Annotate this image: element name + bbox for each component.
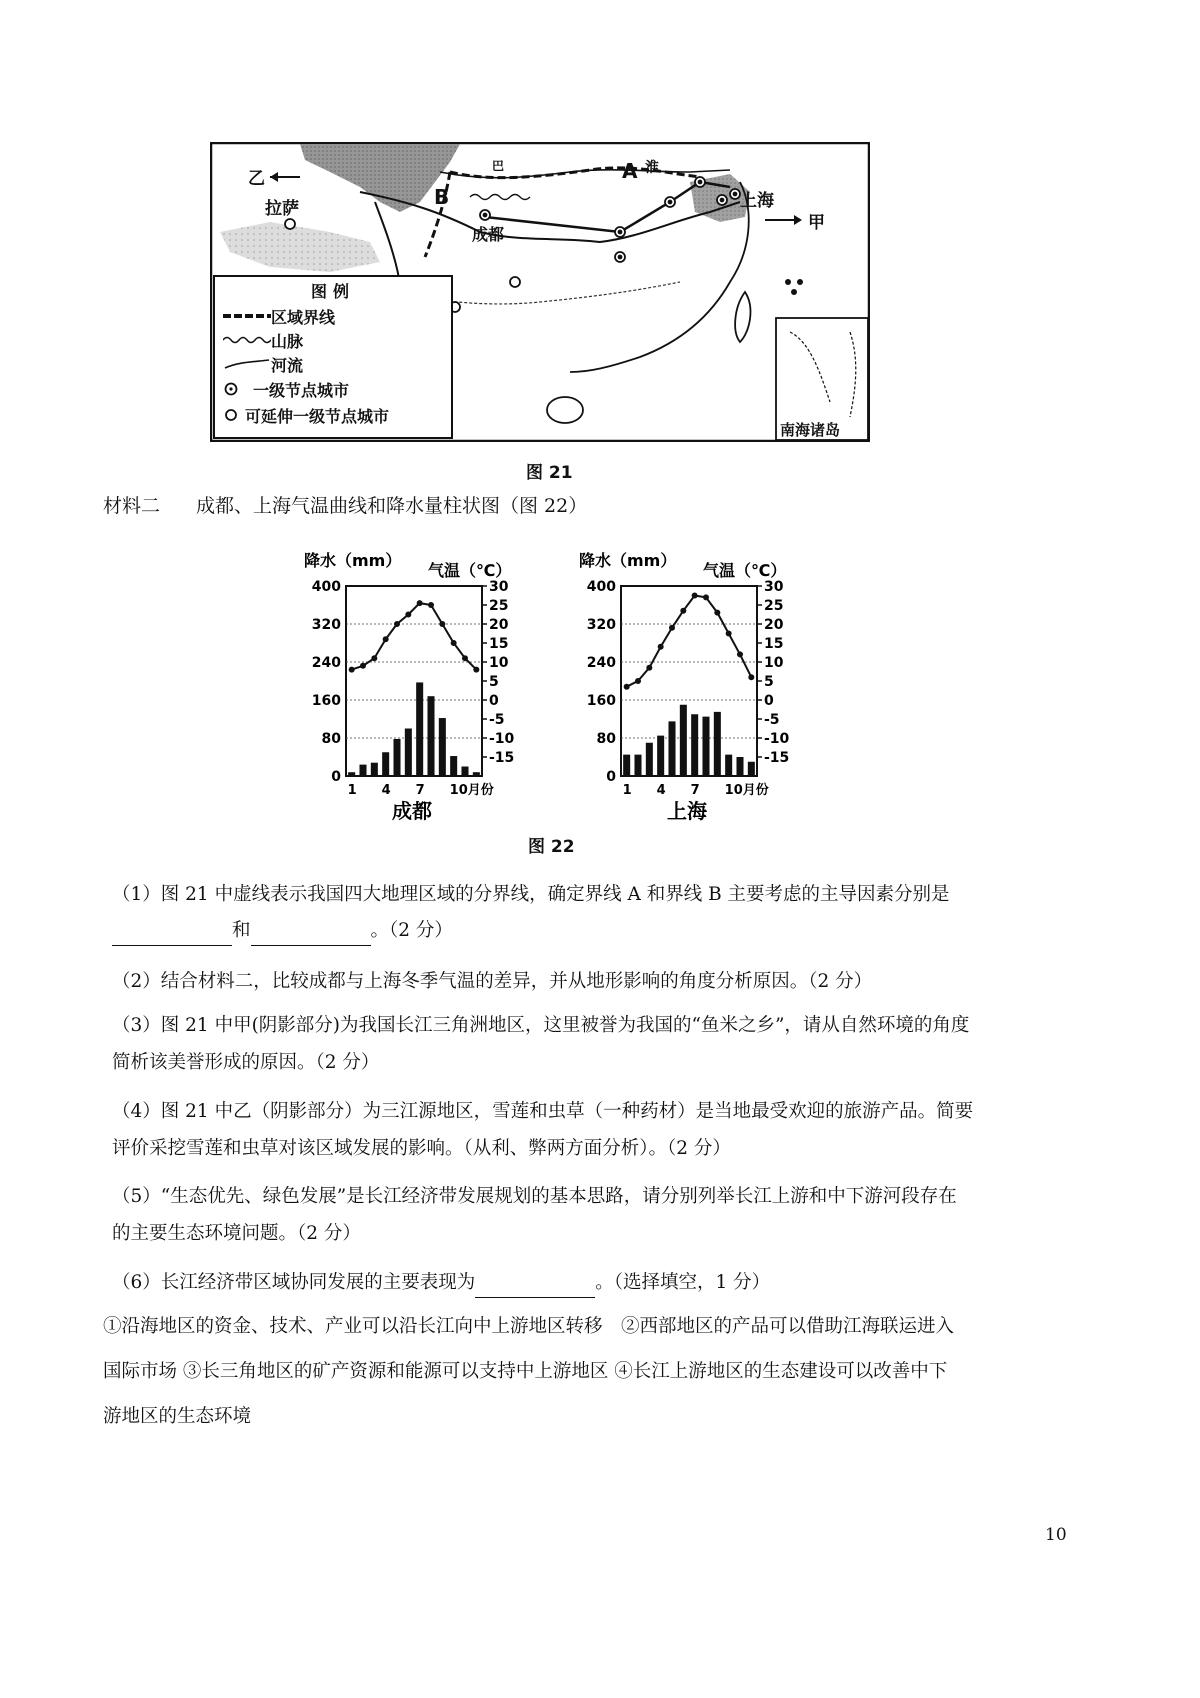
legend-item-node-city: 一级节点城市 — [223, 376, 443, 402]
x-tick-label: 4 — [381, 783, 391, 798]
question-6-options: ①沿海地区的资金、技术、产业可以沿长江向中上游地区转移 ②西部地区的产品可以借助江海联运进入 国际市场 ③长三角地区的矿产资源和能源可以支持中上游地区 ④长江上游地区的生态建设可以改善中下 游地区的生态环境 — [103, 1316, 955, 1427]
temperature-point — [371, 655, 377, 661]
y2-tick-label: 20 — [764, 617, 784, 633]
y-tick-label: 320 — [586, 617, 616, 633]
temperature-point — [680, 608, 686, 614]
temperature-point — [360, 663, 366, 669]
dashed-boundary-icon — [223, 311, 271, 321]
temperature-point — [737, 651, 743, 657]
y-tick-label: 0 — [606, 769, 616, 785]
temperature-point — [692, 593, 698, 599]
page-number: 10 — [1045, 1525, 1067, 1545]
y2-tick-label: 25 — [489, 598, 509, 614]
temperature-point — [417, 600, 423, 606]
y-tick-label: 80 — [321, 731, 341, 747]
question-1: （1）图 21 中虚线表示我国四大地理区域的分界线，确定界线 A 和界线 B 主要考虑的主导因素分别是 和 。（2 分） — [112, 880, 1102, 946]
y2-tick-label: 5 — [489, 674, 499, 690]
precip-bar — [473, 772, 480, 776]
mountain-icon — [223, 334, 271, 346]
x-tick-label: 4 — [656, 783, 666, 798]
y2-tick-label: 0 — [764, 693, 774, 709]
precip-bar — [736, 757, 743, 776]
y2-tick-label: 30 — [764, 579, 784, 595]
precip-bar — [359, 765, 366, 776]
answer-blank-b[interactable] — [251, 927, 371, 946]
precip-bar — [646, 743, 653, 776]
material2-heading: 材料二 — [103, 495, 161, 517]
chart-shanghai — [575, 548, 805, 828]
precip-bar — [691, 714, 698, 776]
label-b: B — [434, 185, 450, 209]
temperature-point — [635, 678, 641, 684]
y2-axis-title: 气温（℃） — [428, 561, 512, 580]
y-tick-label: 400 — [586, 579, 616, 595]
answer-blank-q6[interactable] — [475, 1279, 595, 1298]
y2-tick-label: 10 — [764, 655, 784, 671]
node-city-icon — [223, 382, 253, 396]
x-tick-label: 1 — [347, 783, 357, 798]
temperature-point — [394, 621, 400, 627]
temperature-point — [451, 640, 457, 646]
material2-text: 成都、上海气温曲线和降水量柱状图（图 22） — [196, 495, 588, 517]
precip-bar — [714, 712, 721, 776]
temperature-line — [627, 596, 752, 687]
y2-tick-label: 15 — [764, 636, 784, 652]
temperature-point — [703, 594, 709, 600]
question-6: （6）长江经济带区域协同发展的主要表现为 。（选择填空，1 分） — [112, 1268, 1102, 1298]
precip-bar — [623, 755, 630, 776]
y2-tick-label: 25 — [764, 598, 784, 614]
y2-tick-label: 5 — [764, 674, 774, 690]
temperature-point — [714, 610, 720, 616]
y2-tick-label: -15 — [489, 750, 515, 766]
label-a: A — [622, 159, 638, 183]
label-lhasa: 拉萨 — [265, 199, 299, 219]
temperature-point — [383, 636, 389, 642]
temperature-point — [658, 644, 664, 650]
temperature-point — [439, 621, 445, 627]
temperature-point — [462, 655, 468, 661]
temperature-point — [748, 674, 754, 680]
precip-bar — [702, 717, 709, 776]
legend-item-river: 河流 — [223, 352, 443, 376]
y-tick-label: 240 — [311, 655, 341, 671]
figure21-legend — [213, 275, 453, 439]
temperature-line — [352, 603, 477, 670]
precip-bar — [371, 763, 378, 776]
precip-bar — [348, 772, 355, 776]
question-3: （3）图 21 中甲(阴影部分)为我国长江三角洲地区，这里被誉为我国的“鱼米之乡”，请从自然环境的角度 简析该美誉形成的原因。（2 分） — [112, 1015, 970, 1073]
label-shanghai: 上海 — [740, 191, 774, 211]
y-tick-label: 160 — [586, 693, 616, 709]
temperature-point — [405, 612, 411, 618]
temperature-point — [473, 667, 479, 673]
precip-bar — [668, 721, 675, 776]
y-tick-label: 320 — [311, 617, 341, 633]
precip-bar — [461, 767, 468, 777]
y2-tick-label: 0 — [489, 693, 499, 709]
precip-bar — [680, 705, 687, 776]
temperature-point — [726, 631, 732, 637]
label-ba: 巴 — [492, 159, 505, 173]
y2-axis-title: 气温（℃） — [703, 561, 787, 580]
x-tick-label: 7 — [690, 783, 700, 798]
y-tick-label: 0 — [331, 769, 341, 785]
precip-bar — [416, 682, 423, 776]
precip-bar — [450, 756, 457, 776]
label-yi: 乙 — [248, 169, 265, 189]
temperature-point — [428, 602, 434, 608]
y-tick-label: 240 — [586, 655, 616, 671]
y-tick-label: 80 — [596, 731, 616, 747]
chart-title: 成都 — [392, 799, 432, 823]
label-chengdu: 成都 — [472, 225, 505, 244]
temperature-point — [646, 665, 652, 671]
y-tick-label: 400 — [311, 579, 341, 595]
y2-tick-label: 30 — [489, 579, 509, 595]
label-huai: 淮 — [645, 160, 659, 176]
figure22-caption: 图 22 — [528, 837, 575, 857]
figure21-caption: 图 21 — [526, 463, 573, 483]
label-jia: 甲 — [808, 213, 825, 233]
precip-bar — [748, 762, 755, 776]
precip-bar — [405, 729, 412, 777]
label-south-sea: 南海诸岛 — [780, 421, 841, 439]
y2-tick-label: -10 — [489, 731, 515, 747]
legend-title: 图例 — [310, 282, 355, 301]
y2-tick-label: -15 — [764, 750, 790, 766]
legend-item-extend-city: 可延伸一级节点城市 — [223, 402, 443, 428]
river-icon — [223, 358, 271, 370]
y2-tick-label: 20 — [489, 617, 509, 633]
y-axis-title: 降水（mm） — [304, 551, 402, 570]
y2-tick-label: 15 — [489, 636, 509, 652]
chart-chengdu — [300, 548, 530, 828]
legend-item-boundary: 区域界线 — [223, 304, 443, 328]
y-tick-label: 160 — [311, 693, 341, 709]
answer-blank-a[interactable] — [112, 927, 232, 946]
question-4: （4）图 21 中乙（阴影部分）为三江源地区，雪莲和虫草（一种药材）是当地最受欢迎的旅游产品。简要 评价采挖雪莲和虫草对该区域发展的影响。（从利、弊两方面分析）。（2 分） — [112, 1101, 974, 1159]
plot-frame — [621, 586, 757, 776]
precip-bar — [657, 736, 664, 776]
temperature-point — [669, 625, 675, 631]
x-tick-label: 7 — [415, 783, 425, 798]
y-axis-title: 降水（mm） — [579, 551, 677, 570]
material2-line — [103, 491, 587, 521]
temperature-point — [624, 684, 630, 690]
y2-tick-label: -5 — [764, 712, 780, 728]
y2-tick-label: -5 — [489, 712, 505, 728]
question-2: （2）结合材料二，比较成都与上海冬季气温的差异，并从地形影响的角度分析原因。（2 分） — [112, 971, 873, 992]
plot-frame — [346, 586, 482, 776]
legend-item-mountain: 山脉 — [223, 328, 443, 352]
x-tick-label: 1 — [622, 783, 632, 798]
extend-city-icon — [223, 408, 245, 422]
x-tick-label: 10月份 — [724, 783, 769, 798]
temperature-point — [349, 667, 355, 673]
y2-tick-label: 10 — [489, 655, 509, 671]
precip-bar — [439, 718, 446, 776]
precip-bar — [634, 755, 641, 776]
precip-bar — [725, 755, 732, 776]
chart-title: 上海 — [667, 799, 707, 823]
x-tick-label: 10月份 — [449, 783, 494, 798]
precip-bar — [393, 739, 400, 776]
precip-bar — [382, 752, 389, 776]
y2-tick-label: -10 — [764, 731, 790, 747]
question-5: （5）“生态优先、绿色发展”是长江经济带发展规划的基本思路，请分别列举长江上游和中下游河段存在 的主要生态环境问题。（2 分） — [112, 1186, 957, 1244]
precip-bar — [427, 696, 434, 776]
